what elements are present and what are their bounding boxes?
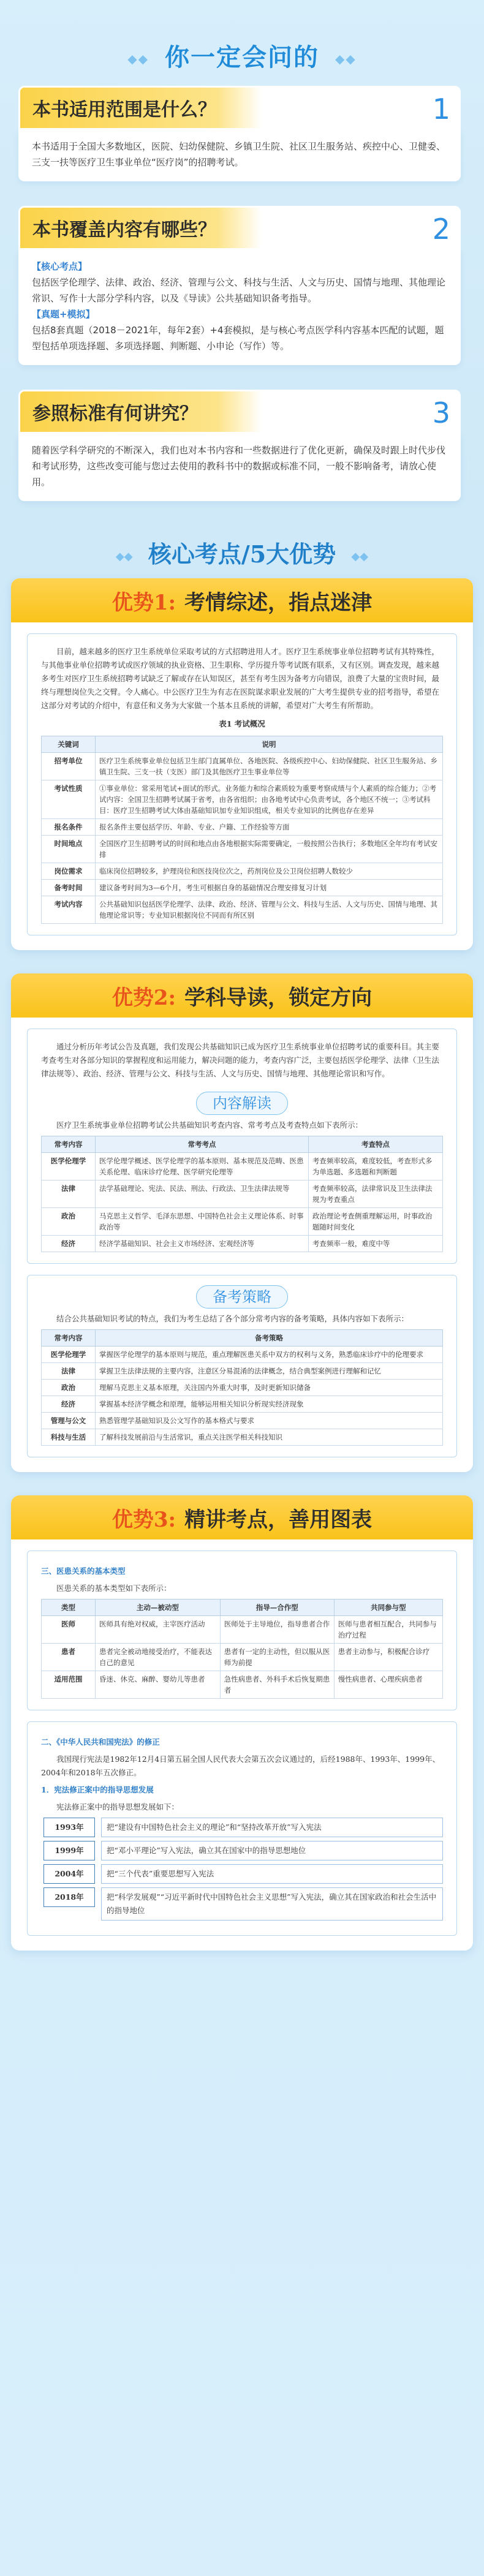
table-cell: 患者有一定的主动性，但以服从医师为前提 xyxy=(220,1644,334,1671)
constitution-timeline xyxy=(43,1818,443,1921)
table-cell: 考查频率较高，法律常识及卫生法律法规为考查重点 xyxy=(308,1180,442,1208)
adv2-lead1: 医疗卫生系统事业单位招聘考试公共基础知识考查内容、常考考点及考查特点如下表所示： xyxy=(56,1120,363,1130)
timeline-item xyxy=(43,1818,443,1837)
table-header: 指导—合作型 xyxy=(220,1600,334,1616)
page-title-text: 你一定会问的 xyxy=(165,43,319,72)
content-interpret-title xyxy=(41,1097,443,1110)
timeline-text: 把“建设有中国特色社会主义的理论”和“坚持改革开放”写入宪法 xyxy=(101,1818,443,1837)
strategy-table xyxy=(41,1329,443,1446)
table-cell: 法学基础理论、宪法、民法、刑法、行政法、卫生法律法规等 xyxy=(96,1180,309,1208)
table-row xyxy=(42,819,443,836)
table-cell: 考查频率较高，难度较低，考查形式多为单选题、多选题和判断题 xyxy=(308,1153,442,1180)
qa-answer-text-1: 本书适用于全国大多数地区，医院、妇幼保健院、乡镇卫生院、社区卫生服务站、疾控中心、卫健委、三支一扶等医疗卫生事业单位“医疗岗”的招聘考试。 xyxy=(32,141,446,168)
table-cell: 科技与生活 xyxy=(42,1429,96,1446)
title-deco-left: ◆◆ xyxy=(127,51,149,66)
strategy-title-text: 备考策略 xyxy=(196,1285,288,1309)
sample-page-1 xyxy=(27,633,457,935)
table-cell: 法律 xyxy=(42,1363,96,1380)
table-cell: 慢性病患者、心理疾病患者 xyxy=(334,1671,442,1699)
table-cell: 马克思主义哲学、毛泽东思想、中国特色社会主义理论体系、时事政治等 xyxy=(96,1208,309,1236)
table-cell: 招考单位 xyxy=(42,753,96,780)
qa-card-3 xyxy=(18,390,461,501)
table-cell: 临床岗位招聘较多，护理岗位和医技岗位次之，药剂岗位及公卫岗位招聘人数较少 xyxy=(96,863,443,880)
table-row xyxy=(42,1616,443,1644)
table-header: 考查特点 xyxy=(308,1136,442,1153)
table-cell: 医学伦理学 xyxy=(42,1347,96,1363)
advantage-number-1: 优势1: xyxy=(112,590,176,615)
table-cell: 掌握基本经济学概念和原理，能够运用相关知识分析现实经济现象 xyxy=(96,1396,443,1413)
qa-question-2: 本书覆盖内容有哪些？ xyxy=(32,219,216,241)
table-cell: 理解马克思主义基本原理，关注国内外重大时事，及时更新知识储备 xyxy=(96,1380,443,1396)
table-header: 常考内容 xyxy=(42,1136,96,1153)
advantage-panel-2 xyxy=(11,973,473,1472)
table-row xyxy=(42,1236,443,1252)
table-cell: 全国医疗卫生招聘考试的时间和地点由各地根据实际需要确定，一般按照公告执行；多数地区全年均有考试安排 xyxy=(96,836,443,863)
table-row xyxy=(42,1180,443,1208)
table-cell: 患者 xyxy=(42,1644,96,1671)
doctor-patient-table xyxy=(41,1599,443,1699)
qa-header-3 xyxy=(18,390,461,434)
table-cell: 法律 xyxy=(42,1180,96,1208)
table-row xyxy=(42,1347,443,1363)
qa-text-core: 包括医学伦理学、法律、政治、经济、管理与公文、科技与生活、人文与历史、国情与地理、其他理论常识、写作十大部分学科内容，以及《导读》公共基础知识备考指导。 xyxy=(32,277,446,304)
adv2-intro: 通过分析历年考试公告及真题，我们发现公共基础知识已成为医疗卫生系统事业单位招聘考试的重要科目。其主要考查考生对各部分知识的掌握程度和运用能力，解决问题的能力，考查内容广泛，主要包括医学伦理学、法律（卫生法律法规等）、政治、经济、管理与公文、科技与生活、人文与历史、国情与地理、其他理论常识和写作。 xyxy=(41,1042,440,1078)
qa-answer-3 xyxy=(18,434,461,501)
timeline-year: 2004年 xyxy=(43,1864,95,1884)
timeline-year: 2018年 xyxy=(43,1887,95,1907)
qa-answer-2 xyxy=(18,250,461,365)
adv3-heading-2: 二、《中华人民共和国宪法》的修正 xyxy=(41,1737,160,1747)
advantage-title-2: 学科导读，锁定方向 xyxy=(184,985,372,1010)
table-cell: 适用范围 xyxy=(42,1671,96,1699)
table-row xyxy=(42,753,443,780)
timeline-text: 把“科学发展观”“习近平新时代中国特色社会主义思想”写入宪法，确立其在国家政治和社会生活中的指导地位 xyxy=(101,1887,443,1921)
qa-number-1: 1 xyxy=(432,93,450,126)
qa-answer-text-3: 随着医学科学研究的不断深入，我们也对本书内容和一些数据进行了优化更新，确保及时跟上时代步伐和考试形势，这些改变可能与您过去使用的教科书中的数据或标准不同，一般不影响备考，请放心使用。 xyxy=(32,445,446,488)
table-cell: 掌握医学伦理学的基本原则与规范，重点理解医患关系中双方的权利与义务，熟悉临床诊疗中的伦理要求 xyxy=(96,1347,443,1363)
table-cell: 考试内容 xyxy=(42,896,96,924)
table-cell: 岗位需求 xyxy=(42,863,96,880)
table-caption: 表1 考试概况 xyxy=(219,719,265,728)
table-cell: 经济学基础知识、社会主义市场经济、宏观经济等 xyxy=(96,1236,309,1252)
advantage-banner-2 xyxy=(11,973,473,1018)
table-cell: 政治理论考查侧重理解运用，时事政治题随时间变化 xyxy=(308,1208,442,1236)
table-cell: 了解科技发展前沿与生活常识，重点关注医学相关科技知识 xyxy=(96,1429,443,1446)
qa-text-exam: 包括8套真题（2018－2021年，每年2套）+4套模拟，是与核心考点医学科内容基本匹配的试题，题型包括单项选择题、多项选择题、判断题、小申论（写作）等。 xyxy=(32,325,444,352)
table-cell: 医学伦理学 xyxy=(42,1153,96,1180)
table-cell: 报名条件 xyxy=(42,819,96,836)
table-row xyxy=(42,1429,443,1446)
table-cell: 熟悉管理学基础知识及公文写作的基本格式与要求 xyxy=(96,1413,443,1429)
table-row xyxy=(42,780,443,819)
qa-header-2 xyxy=(18,206,461,250)
title-deco-right: ◆◆ xyxy=(335,51,357,66)
table-cell: 医疗卫生系统事业单位包括卫生部门直属单位、各地医院、各级疾控中心、妇幼保健院、社区卫生服务站、乡镇卫生院、三支一扶（支医）部门及其他医疗卫生事业单位等 xyxy=(96,753,443,780)
table-header: 类型 xyxy=(42,1600,96,1616)
content-interpret-title-text: 内容解读 xyxy=(196,1092,288,1115)
table-header: 主动—被动型 xyxy=(96,1600,221,1616)
sample-page-3 xyxy=(27,1275,457,1457)
table-row xyxy=(42,1208,443,1236)
adv3-para: 我国现行宪法是1982年12月4日第五届全国人民代表大会第五次会议通过的，后经1988年、1993年、1999年、2004年和2018年五次修正。 xyxy=(41,1754,441,1777)
qa-tag-core: 【核心考点】 xyxy=(32,261,88,272)
qa-answer-1 xyxy=(18,130,461,181)
qa-number-3: 3 xyxy=(432,396,450,429)
table-row xyxy=(42,1671,443,1699)
table-cell: 医师与患者相互配合，共同参与治疗过程 xyxy=(334,1616,442,1644)
advantage-number-3: 优势3: xyxy=(112,1507,176,1532)
advantage-title-3: 精讲考点，善用图表 xyxy=(184,1507,372,1532)
table-row xyxy=(42,863,443,880)
table-cell: 管理与公文 xyxy=(42,1413,96,1429)
timeline-item xyxy=(43,1887,443,1921)
table-header: 说明 xyxy=(96,736,443,753)
timeline-year: 1999年 xyxy=(43,1841,95,1860)
qa-card-2 xyxy=(18,206,461,365)
table-row xyxy=(42,880,443,896)
table-cell: 医师 xyxy=(42,1616,96,1644)
advantage-title-1: 考情综述，指点迷津 xyxy=(184,590,372,615)
table-row xyxy=(42,896,443,924)
table-cell: 医师具有绝对权威，主宰医疗活动 xyxy=(96,1616,221,1644)
qa-card-1 xyxy=(18,86,461,181)
table-cell: 掌握卫生法律法规的主要内容，注意区分易混淆的法律概念，结合典型案例进行理解和记忆 xyxy=(96,1363,443,1380)
table-row xyxy=(42,836,443,863)
table-cell: 政治 xyxy=(42,1208,96,1236)
sample-page-4 xyxy=(27,1551,457,1710)
section-title-text: 核心考点/5大优势 xyxy=(148,540,336,568)
adv3-sub-lead: 宪法修正案中的指导思想发展如下： xyxy=(56,1802,180,1811)
table-cell: 昏迷、休克、麻醉、婴幼儿等患者 xyxy=(96,1671,221,1699)
timeline-text: 把“邓小平理论”写入宪法，确立其在国家中的指导思想地位 xyxy=(101,1841,443,1860)
advantage-banner-3 xyxy=(11,1495,473,1539)
table-cell: ①事业单位：常采用笔试+面试的形式。业务能力和综合素质较为重要考察成绩与个人素质的综合能力；②考试内容：全国卫生招聘考试属于省考，由各省组织；由各地考试中心负责考试，各个地区不统一；③考试科目：医疗卫生招聘考试大体由基础知识加专业知识组成，相关专业知识的比例也存在差异 xyxy=(96,780,443,819)
section-deco-right: ◆◆ xyxy=(351,550,369,563)
sample-page-5 xyxy=(27,1721,457,1936)
table-row xyxy=(42,1363,443,1380)
advantage-panel-1 xyxy=(11,578,473,950)
adv2-lead2: 结合公共基础知识考试的特点，我们为考生总结了各个部分常考内容的备考策略，具体内容如下表所示： xyxy=(56,1314,409,1323)
table-header: 常考考点 xyxy=(96,1136,309,1153)
sample-page-2 xyxy=(27,1029,457,1264)
adv3-lead: 医患关系的基本类型如下表所示： xyxy=(56,1584,172,1593)
section-deco-left: ◆◆ xyxy=(115,550,133,563)
table-row xyxy=(42,1153,443,1180)
table-header: 常考内容 xyxy=(42,1330,96,1347)
strategy-title xyxy=(41,1290,443,1304)
table-cell: 时间地点 xyxy=(42,836,96,863)
table-cell: 经济 xyxy=(42,1396,96,1413)
exam-overview-table xyxy=(41,736,443,924)
table-cell: 备考时间 xyxy=(42,880,96,896)
timeline-text: 把“三个代表”重要思想写入宪法 xyxy=(101,1864,443,1884)
table-header: 关键词 xyxy=(42,736,96,753)
table-cell: 建议备考时间为3—6个月，考生可根据自身的基础情况合理安排复习计划 xyxy=(96,880,443,896)
adv3-heading-1: 三、医患关系的基本类型 xyxy=(41,1566,126,1576)
qa-question-3: 参照标准有何讲究？ xyxy=(32,403,198,425)
table-header: 备考策略 xyxy=(96,1330,443,1347)
qa-number-2: 2 xyxy=(432,213,450,246)
table-row xyxy=(42,1413,443,1429)
qa-tag-exam: 【真题+模拟】 xyxy=(32,309,95,320)
table-cell: 考试性质 xyxy=(42,780,96,819)
content-table xyxy=(41,1136,443,1252)
section-title xyxy=(0,535,484,578)
advantage-number-2: 优势2: xyxy=(112,985,176,1010)
table-row xyxy=(42,1396,443,1413)
qa-question-1: 本书适用范围是什么？ xyxy=(32,99,216,121)
table-cell: 患者主动参与，积极配合诊疗 xyxy=(334,1644,442,1671)
qa-header-1 xyxy=(18,86,461,130)
table-cell: 医学伦理学概述、医学伦理学的基本原则、基本规范及范畴、医患关系伦理、临床诊疗伦理、医学研究伦理等 xyxy=(96,1153,309,1180)
timeline-item xyxy=(43,1864,443,1884)
table-cell: 急性病患者、外科手术后恢复期患者 xyxy=(220,1671,334,1699)
table-row xyxy=(42,1644,443,1671)
timeline-year: 1993年 xyxy=(43,1818,95,1837)
table-cell: 政治 xyxy=(42,1380,96,1396)
table-cell: 经济 xyxy=(42,1236,96,1252)
advantage-banner-1 xyxy=(11,578,473,622)
page-title xyxy=(0,0,484,86)
adv1-intro: 目前，越来越多的医疗卫生系统单位采取考试的方式招聘进用人才。医疗卫生系统事业单位招聘考试有其特殊性，与其他事业单位招聘考试或医疗领域的执业资格、卫生职称、学历提升等考试既有联系，又有区别。调查发现，越来越多考生对医疗卫生系统招聘考试缺乏了解或存在认知误区，甚至有考生因为备考方向错误，浪费了大量的宝贵时间，最终与理想岗位失之交臂。令人痛心。中公医疗卫生为有志在医院谋求职业发展的广大考生提供专业的招考指导，希望在这部分对考试的介绍中，有意任和义务为大家做一个基本且系统的讲解，希望对广大考生有所帮助。 xyxy=(41,647,440,710)
advantage-panel-3 xyxy=(11,1495,473,1951)
table-row xyxy=(42,1380,443,1396)
table-cell: 医师处于主导地位，指导患者合作 xyxy=(220,1616,334,1644)
table-cell: 公共基础知识包括医学伦理学、法律、政治、经济、管理与公文、科技与生活、人文与历史、国情与地理、其他理论常识等；专业知识根据岗位不同而有所区别 xyxy=(96,896,443,924)
table-header: 共同参与型 xyxy=(334,1600,442,1616)
adv3-sub: 1．宪法修正案中的指导思想发展 xyxy=(41,1785,154,1794)
table-cell: 患者完全被动地接受治疗，不能表达自己的意见 xyxy=(96,1644,221,1671)
table-cell: 考查频率一般，难度中等 xyxy=(308,1236,442,1252)
timeline-item xyxy=(43,1841,443,1860)
table-cell: 报名条件主要包括学历、年龄、专业、户籍、工作经验等方面 xyxy=(96,819,443,836)
